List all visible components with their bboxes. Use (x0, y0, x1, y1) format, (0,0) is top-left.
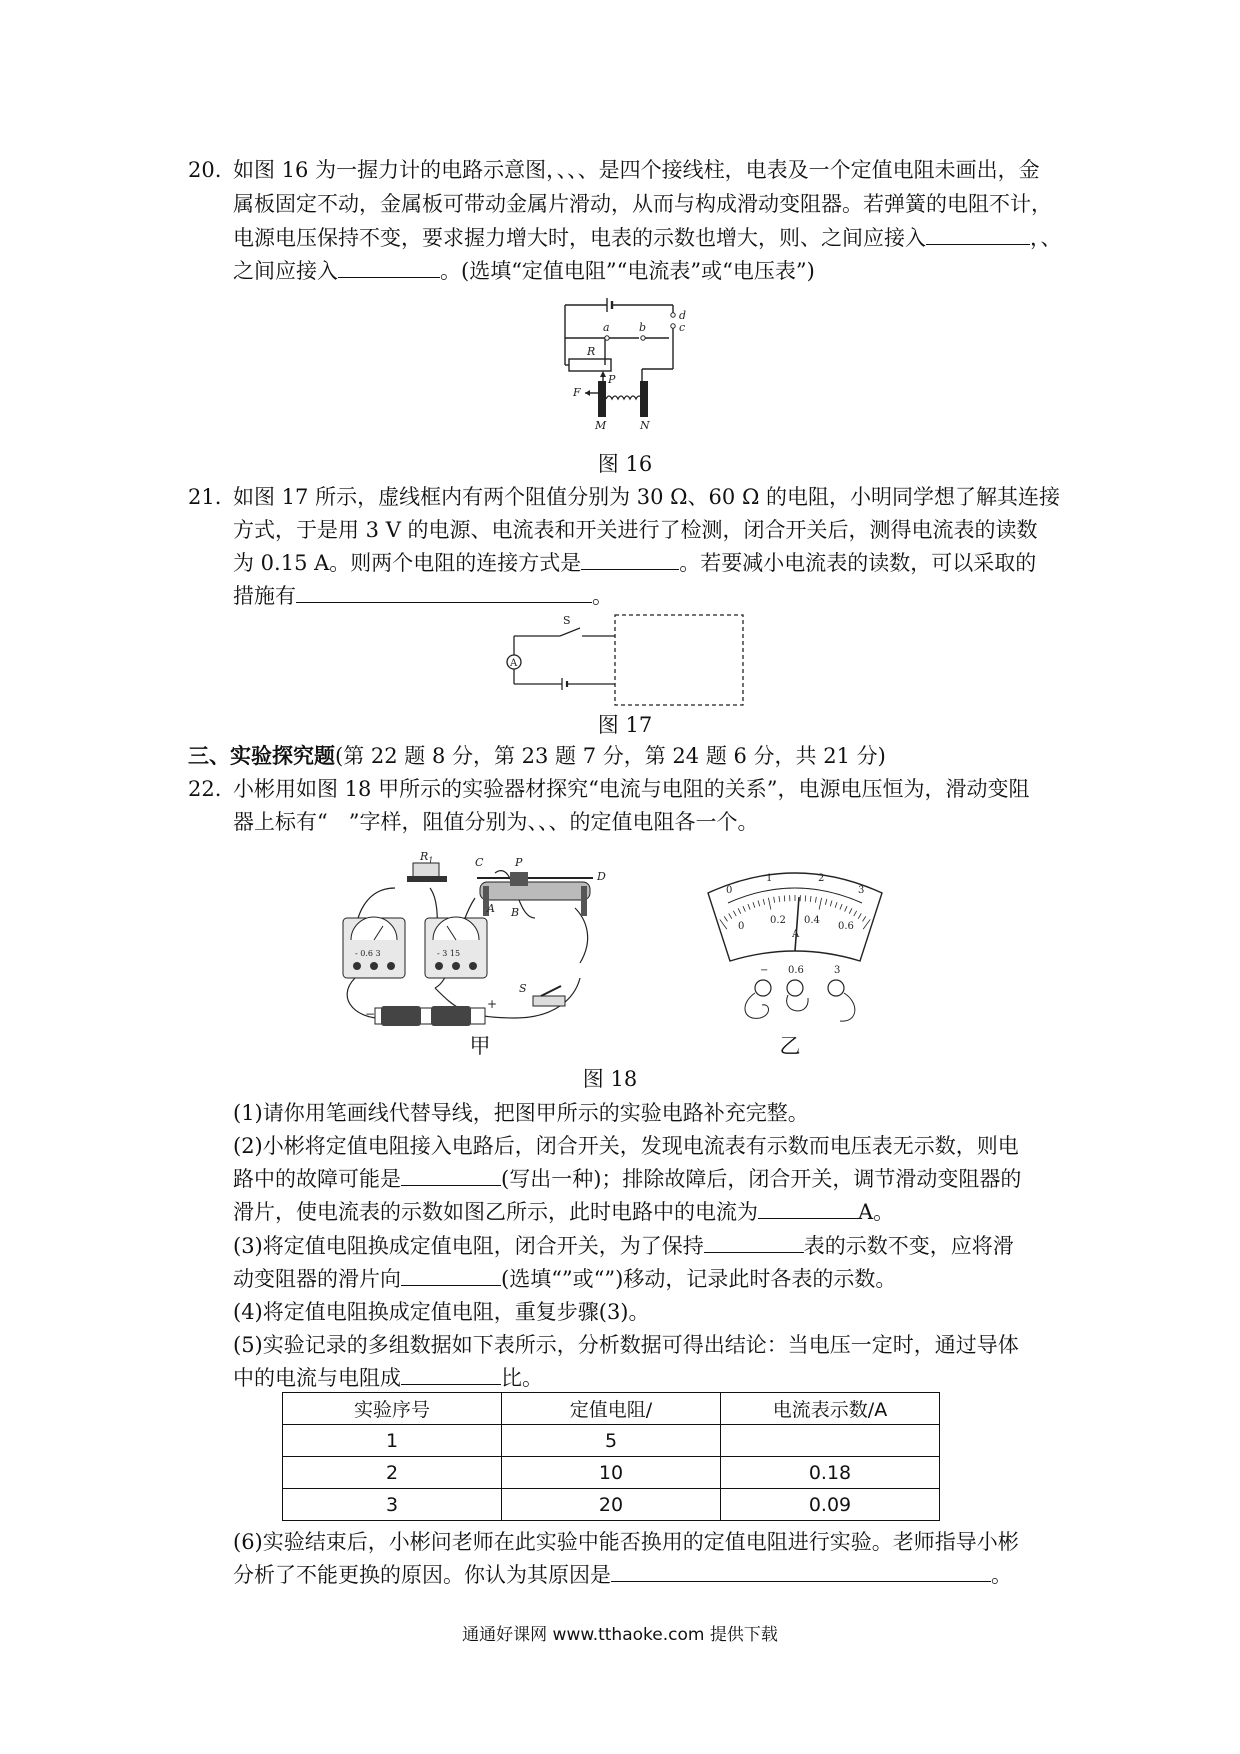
q20-line-2: 属板固定不动，金属板可带动金属片滑动，从而与构成滑动变阻器。若弹簧的电阻不计， (233, 192, 1052, 216)
q21-line-4-text: 措施有 (233, 584, 296, 608)
section-3-title: 三、实验探究题 (188, 743, 335, 768)
q22-sub-1: (1)请你用笔画线代替导线，把图甲所示的实验电路补充完整。 (233, 1101, 809, 1125)
dial-top-2: 2 (818, 873, 825, 884)
q20-line-4 (233, 259, 815, 283)
slide-rheostat (475, 856, 606, 919)
table-header-cell: 定值电阻/ (502, 1393, 721, 1425)
figure-18-jia-apparatus (335, 848, 635, 1028)
q22-sub-2-line-3-tail: A。 (858, 1200, 895, 1224)
q21-answer-blank-2[interactable] (296, 584, 592, 603)
table-header-row (283, 1393, 940, 1425)
q22-fault-blank[interactable] (401, 1167, 501, 1186)
table-cell: 3 (283, 1489, 502, 1521)
q20-line-3-text: 电源电压保持不变，要求握力增大时，电表的示数也增大，则、之间应接入 (233, 226, 926, 250)
table-cell (721, 1425, 940, 1457)
q22-sub-2-line-2 (233, 1167, 1021, 1191)
ammeter-device (343, 917, 405, 978)
fig16-label-b: b (639, 321, 647, 334)
fig16-label-R: R (587, 345, 596, 358)
rheostat-label-A: A (487, 902, 495, 915)
q21-line-4-tail: 。 (592, 584, 613, 608)
ammeter-terminal-labels: - 0.6 3 (355, 949, 381, 958)
battery-plus-label: + (487, 997, 498, 1011)
fig17-label-A: A (510, 658, 518, 669)
dial-terminal-minus: − (760, 965, 769, 976)
table-cell: 1 (283, 1425, 502, 1457)
q21-line-3 (233, 551, 1036, 575)
fig16-label-M: M (595, 419, 607, 432)
q22-sub-6-tail: 。 (991, 1563, 1012, 1587)
table-cell: 5 (502, 1425, 721, 1457)
voltmeter-terminal-labels: - 3 15 (437, 949, 461, 958)
experiment-data-table (282, 1392, 940, 1521)
q20-answer-blank-1[interactable] (926, 226, 1030, 245)
table-row (283, 1489, 940, 1521)
dial-bottom-0: 0 (738, 921, 745, 932)
switch-label-S: S (519, 982, 527, 995)
battery-pack (365, 997, 497, 1026)
dial-terminal-06: 0.6 (788, 965, 804, 976)
q20-line-4-tail: 。(选填“定值电阻”“电流表”或“电压表”) (440, 259, 815, 283)
rheostat-label-D: D (597, 870, 606, 883)
dial-tick (784, 895, 785, 901)
dial-top-3: 3 (858, 885, 865, 896)
q22-direction-blank[interactable] (401, 1267, 501, 1286)
q20-line-1: 如图 16 为一握力计的电路示意图，、、、是四个接线柱，电表及一个定值电阻未画出，金 (233, 158, 1040, 182)
rheostat-label-C: C (475, 856, 484, 869)
figure-18-jia-label: 甲 (469, 1034, 491, 1058)
voltmeter-device (425, 917, 487, 978)
table-header-cell: 电流表示数/A (721, 1393, 940, 1425)
figure-16-circuit (555, 295, 695, 435)
q20-line-4-text: 之间应接入 (233, 259, 338, 283)
table-cell: 10 (502, 1457, 721, 1489)
battery-minus-label: − (365, 1007, 376, 1021)
q22-reason-blank[interactable] (611, 1563, 991, 1582)
figure-18-yi-label: 乙 (779, 1034, 801, 1058)
fig16-label-N: N (640, 419, 650, 432)
q22-sub-6-line-1: (6)实验结束后，小彬问老师在此实验中能否换用的定值电阻进行实验。老师指导小彬 (233, 1530, 1019, 1554)
section-3-desc: (第 22 题 8 分，第 23 题 7 分，第 24 题 6 分，共 21 分) (335, 744, 886, 768)
figure-18-caption: 图 18 (582, 1067, 638, 1091)
q22-meter-blank[interactable] (704, 1234, 804, 1253)
q20-line-3-tail: ，、 (1030, 226, 1062, 250)
section-3-heading (188, 744, 886, 768)
figure-17-caption: 图 17 (597, 713, 653, 737)
table-cell: 20 (502, 1489, 721, 1521)
q21-line-3-text: 为 0.15 A。则两个电阻的连接方式是 (233, 551, 582, 575)
figure-17-circuit (500, 610, 750, 710)
table-cell: 2 (283, 1457, 502, 1489)
table-header-cell: 实验序号 (283, 1393, 502, 1425)
q21-line-2: 方式，于是用 3 V 的电源、电流表和开关进行了检测，闭合开关后，测得电流表的读数 (233, 518, 1038, 542)
table-cell: 0.09 (721, 1489, 940, 1521)
switch-device (519, 982, 565, 1006)
dial-top-1: 1 (766, 873, 773, 884)
q22-sub-2-line-1: (2)小彬将定值电阻接入电路后，闭合开关，发现电流表有示数而电压表无示数，则电 (233, 1134, 1019, 1158)
q22-sub-5-line-2 (233, 1366, 543, 1390)
dial-bottom-3: 0.6 (838, 921, 854, 932)
q22-current-blank[interactable] (758, 1200, 858, 1219)
q21-line-1: 如图 17 所示，虚线框内有两个阻值分别为 30 Ω、60 Ω 的电阻，小明同学想了解其连接 (233, 485, 1061, 509)
fig16-label-d: d (679, 309, 687, 322)
q22-sub-3-tail: 表的示数不变，应将滑 (803, 1234, 1014, 1258)
q20-line-3 (233, 226, 1062, 250)
q22-sub-3-text: (3)将定值电阻换成定值电阻，闭合开关，为了保持 (233, 1234, 704, 1258)
fig18-label-R1: $R_1$ (420, 850, 434, 865)
q21-line-3-tail: 。若要减小电流表的读数，可以采取的 (679, 551, 1037, 575)
table-cell: 0.18 (721, 1457, 940, 1489)
q22-line-2: 器上标有“ ”字样，阻值分别为、、、的定值电阻各一个。 (233, 810, 759, 834)
figure-16-caption: 图 16 (597, 452, 653, 476)
page-footer: 通通好课网 www.tthaoke.com 提供下载 (462, 1625, 778, 1645)
q22-sub-5-text: 中的电流与电阻成 (233, 1366, 401, 1390)
fig16-label-a: a (603, 321, 610, 334)
figure-18-yi-ammeter-dial (700, 853, 890, 1028)
rheostat-label-P: P (515, 856, 523, 869)
dial-top-0: 0 (726, 885, 733, 896)
dial-unit: A (792, 929, 800, 940)
q22-line-1: 小彬用如图 18 甲所示的实验器材探究“电流与电阻的关系”，电源电压恒为，滑动变阻 (233, 777, 1030, 801)
q20-number: 20. (188, 158, 222, 182)
q22-sub-6-line-2 (233, 1563, 1012, 1587)
dial-bottom-2: 0.4 (804, 915, 820, 926)
dial-tick (805, 895, 806, 901)
dial-terminal-3: 3 (834, 965, 841, 976)
q22-sub-2-tail: (写出一种)；排除故障后，闭合开关，调节滑动变阻器的 (501, 1167, 1022, 1191)
rheostat-label-B: B (511, 906, 520, 919)
fig16-label-P: P (608, 373, 616, 386)
q22-sub-3-line-2-text: 动变阻器的滑片向 (233, 1267, 401, 1291)
q20-answer-blank-2[interactable] (338, 259, 440, 278)
dial-bottom-1: 0.2 (770, 915, 786, 926)
table-row (283, 1457, 940, 1489)
q22-sub-6-text: 分析了不能更换的原因。你认为其原因是 (233, 1563, 611, 1587)
q21-answer-blank-1[interactable] (581, 551, 679, 570)
q22-sub-5-tail: 比。 (501, 1366, 543, 1390)
q22-sub-2-text: 路中的故障可能是 (233, 1167, 401, 1191)
table-row (283, 1425, 940, 1457)
q22-sub-3-line-1 (233, 1234, 1014, 1258)
q22-sub-3-line-2 (233, 1267, 896, 1291)
q22-relation-blank[interactable] (401, 1366, 501, 1385)
fig16-label-c: c (679, 321, 686, 334)
fig17-label-S: S (563, 614, 571, 627)
q22-sub-2-line-3-text: 滑片，使电流表的示数如图乙所示，此时电路中的电流为 (233, 1200, 758, 1224)
q21-number: 21. (188, 485, 222, 509)
q22-sub-3-line-2-tail: (选填“”或“”)移动，记录此时各表的示数。 (501, 1267, 897, 1291)
fig16-label-F: F (573, 386, 581, 399)
q22-sub-5-line-1: (5)实验记录的多组数据如下表所示，分析数据可得出结论：当电压一定时，通过导体 (233, 1333, 1019, 1357)
q21-line-4 (233, 584, 613, 608)
q22-sub-4: (4)将定值电阻换成定值电阻，重复步骤(3)。 (233, 1300, 650, 1324)
q22-sub-2-line-3 (233, 1200, 894, 1224)
q22-number: 22. (188, 777, 222, 801)
